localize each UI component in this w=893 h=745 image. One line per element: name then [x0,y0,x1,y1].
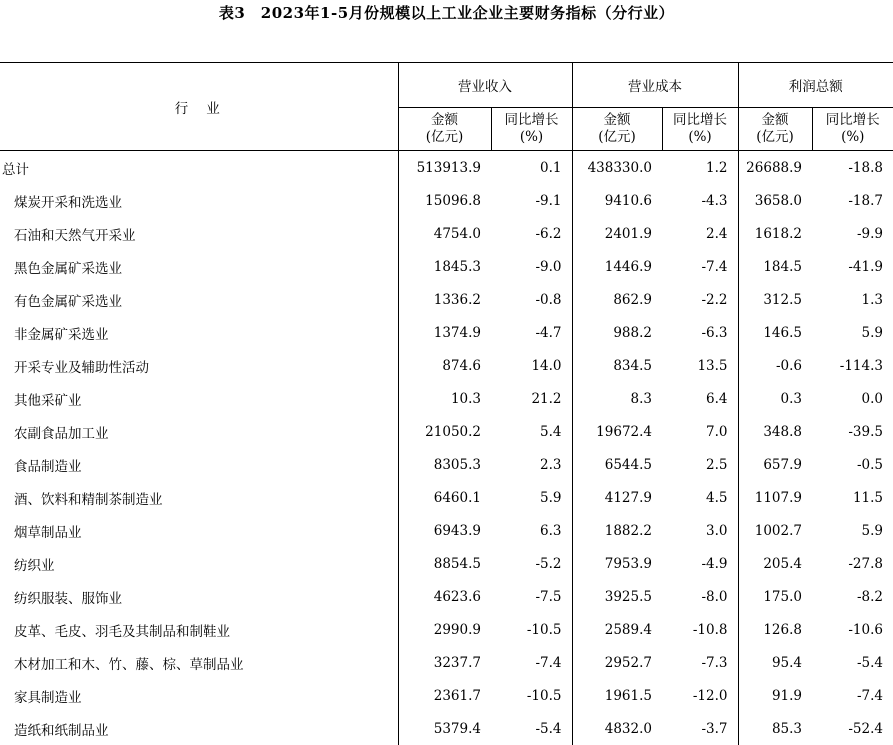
cost-amount-cell: 988.2 [572,316,662,349]
revenue-amount-cell: 2990.9 [398,613,491,646]
industry-name: 有色金属矿采选业 [0,283,398,316]
cost-amount-cell: 2401.9 [572,217,662,250]
revenue-amount-cell: 6943.9 [398,514,491,547]
profit-amount-cell: 146.5 [738,316,812,349]
industry-name: 开采专业及辅助性活动 [0,349,398,382]
revenue-amount-cell: 1845.3 [398,250,491,283]
cost-amount-cell: 1882.2 [572,514,662,547]
profit-growth-cell: -5.4 [812,646,893,679]
revenue-amount-cell: 8305.3 [398,448,491,481]
revenue-growth-cell: 21.2 [491,382,572,415]
cost-growth-cell: -8.0 [662,580,738,613]
cost-growth-cell: -4.3 [662,184,738,217]
table-title: 表3 2023年1-5月份规模以上工业企业主要财务指标（分行业） [0,2,893,23]
cost-amount-cell: 834.5 [572,349,662,382]
financial-table [0,62,893,745]
revenue-amount-cell: 3237.7 [398,646,491,679]
industry-name: 烟草制品业 [0,514,398,547]
revenue-header: 营业收入 [398,63,572,108]
table-row [0,415,893,448]
revenue-growth-cell: 5.9 [491,481,572,514]
revenue-amount-cell: 2361.7 [398,679,491,712]
table-body [0,151,893,745]
revenue-amount-cell: 10.3 [398,382,491,415]
industry-name: 家具制造业 [0,679,398,712]
table-row [0,580,893,613]
revenue-growth-header: 同比增长 (%) [491,108,572,151]
profit-amount-cell: 1107.9 [738,481,812,514]
industry-name: 食品制造业 [0,448,398,481]
profit-amount-cell: 1618.2 [738,217,812,250]
profit-growth-cell: -39.5 [812,415,893,448]
cost-growth-cell: 3.0 [662,514,738,547]
cost-growth-cell: 13.5 [662,349,738,382]
revenue-growth-cell: -9.0 [491,250,572,283]
table-row [0,712,893,745]
revenue-growth-cell: 2.3 [491,448,572,481]
revenue-amount-cell: 5379.4 [398,712,491,745]
revenue-amount-cell: 513913.9 [398,151,491,185]
profit-growth-cell: -9.9 [812,217,893,250]
table-row [0,547,893,580]
cost-growth-cell: -6.3 [662,316,738,349]
profit-growth-cell: 5.9 [812,316,893,349]
profit-amount-cell: 184.5 [738,250,812,283]
profit-growth-cell: -41.9 [812,250,893,283]
revenue-amount-cell: 1336.2 [398,283,491,316]
cost-growth-cell: -2.2 [662,283,738,316]
revenue-growth-cell: -10.5 [491,679,572,712]
table-row [0,283,893,316]
table-row [0,679,893,712]
revenue-growth-cell: 6.3 [491,514,572,547]
revenue-growth-cell: -7.4 [491,646,572,679]
profit-amount-cell: 205.4 [738,547,812,580]
profit-growth-cell: 1.3 [812,283,893,316]
revenue-growth-cell: -7.5 [491,580,572,613]
cost-amount-cell: 8.3 [572,382,662,415]
cost-amount-cell: 438330.0 [572,151,662,185]
revenue-amount-cell: 15096.8 [398,184,491,217]
revenue-amount-cell: 874.6 [398,349,491,382]
profit-amount-cell: 3658.0 [738,184,812,217]
profit-growth-cell: -27.8 [812,547,893,580]
revenue-growth-cell: -10.5 [491,613,572,646]
profit-amount-cell: 657.9 [738,448,812,481]
table-row [0,481,893,514]
profit-growth-cell: -18.8 [812,151,893,185]
profit-growth-cell: 11.5 [812,481,893,514]
cost-amount-cell: 4127.9 [572,481,662,514]
revenue-amount-cell: 8854.5 [398,547,491,580]
revenue-growth-cell: 14.0 [491,349,572,382]
table-row [0,316,893,349]
cost-amount-cell: 862.9 [572,283,662,316]
profit-amount-cell: 85.3 [738,712,812,745]
table-row [0,382,893,415]
industry-header: 行业 [0,63,398,151]
revenue-growth-cell: -0.8 [491,283,572,316]
industry-name: 纺织业 [0,547,398,580]
table-row [0,250,893,283]
profit-growth-header: 同比增长 (%) [812,108,893,151]
profit-amount-header: 金额 (亿元) [738,108,812,151]
cost-amount-header: 金额 (亿元) [572,108,662,151]
cost-amount-cell: 9410.6 [572,184,662,217]
industry-name: 非金属矿采选业 [0,316,398,349]
revenue-amount-header: 金额 (亿元) [398,108,491,151]
cost-growth-cell: -4.9 [662,547,738,580]
profit-amount-cell: 91.9 [738,679,812,712]
profit-header: 利润总额 [738,63,893,108]
profit-growth-cell: 5.9 [812,514,893,547]
profit-amount-cell: -0.6 [738,349,812,382]
cost-amount-cell: 19672.4 [572,415,662,448]
cost-growth-cell: 1.2 [662,151,738,185]
revenue-growth-cell: -5.2 [491,547,572,580]
cost-growth-cell: 4.5 [662,481,738,514]
industry-name: 皮革、毛皮、羽毛及其制品和制鞋业 [0,613,398,646]
revenue-growth-cell: -5.4 [491,712,572,745]
cost-growth-cell: 2.5 [662,448,738,481]
cost-amount-cell: 7953.9 [572,547,662,580]
profit-growth-cell: -7.4 [812,679,893,712]
industry-name: 纺织服装、服饰业 [0,580,398,613]
industry-name: 造纸和纸制品业 [0,712,398,745]
table-row [0,151,893,185]
revenue-amount-cell: 1374.9 [398,316,491,349]
cost-growth-cell: -3.7 [662,712,738,745]
revenue-amount-cell: 4623.6 [398,580,491,613]
profit-growth-cell: -114.3 [812,349,893,382]
cost-amount-cell: 3925.5 [572,580,662,613]
cost-amount-cell: 2952.7 [572,646,662,679]
profit-growth-cell: 0.0 [812,382,893,415]
cost-amount-cell: 6544.5 [572,448,662,481]
revenue-growth-cell: 5.4 [491,415,572,448]
cost-growth-cell: -12.0 [662,679,738,712]
industry-name: 煤炭开采和洗选业 [0,184,398,217]
cost-growth-cell: -7.3 [662,646,738,679]
industry-name: 农副食品加工业 [0,415,398,448]
profit-growth-cell: -52.4 [812,712,893,745]
table-row [0,514,893,547]
profit-amount-cell: 0.3 [738,382,812,415]
profit-amount-cell: 26688.9 [738,151,812,185]
profit-growth-cell: -8.2 [812,580,893,613]
profit-amount-cell: 175.0 [738,580,812,613]
cost-growth-cell: -7.4 [662,250,738,283]
table-row [0,349,893,382]
industry-name: 石油和天然气开采业 [0,217,398,250]
revenue-growth-cell: 0.1 [491,151,572,185]
table-row [0,613,893,646]
profit-amount-cell: 348.8 [738,415,812,448]
cost-amount-cell: 2589.4 [572,613,662,646]
cost-growth-cell: -10.8 [662,613,738,646]
cost-amount-cell: 1961.5 [572,679,662,712]
industry-name: 总计 [0,151,398,185]
cost-growth-cell: 2.4 [662,217,738,250]
cost-growth-cell: 7.0 [662,415,738,448]
revenue-growth-cell: -9.1 [491,184,572,217]
profit-amount-cell: 1002.7 [738,514,812,547]
revenue-amount-cell: 4754.0 [398,217,491,250]
revenue-growth-cell: -6.2 [491,217,572,250]
industry-name: 其他采矿业 [0,382,398,415]
revenue-growth-cell: -4.7 [491,316,572,349]
cost-header: 营业成本 [572,63,738,108]
table-row [0,184,893,217]
table-row [0,217,893,250]
profit-growth-cell: -18.7 [812,184,893,217]
revenue-amount-cell: 6460.1 [398,481,491,514]
industry-name: 酒、饮料和精制茶制造业 [0,481,398,514]
table-row [0,448,893,481]
cost-amount-cell: 1446.9 [572,250,662,283]
cost-growth-header: 同比增长 (%) [662,108,738,151]
profit-amount-cell: 126.8 [738,613,812,646]
revenue-amount-cell: 21050.2 [398,415,491,448]
industry-name: 木材加工和木、竹、藤、棕、草制品业 [0,646,398,679]
industry-name: 黑色金属矿采选业 [0,250,398,283]
profit-growth-cell: -10.6 [812,613,893,646]
profit-amount-cell: 95.4 [738,646,812,679]
profit-amount-cell: 312.5 [738,283,812,316]
profit-growth-cell: -0.5 [812,448,893,481]
cost-amount-cell: 4832.0 [572,712,662,745]
cost-growth-cell: 6.4 [662,382,738,415]
table-row [0,646,893,679]
